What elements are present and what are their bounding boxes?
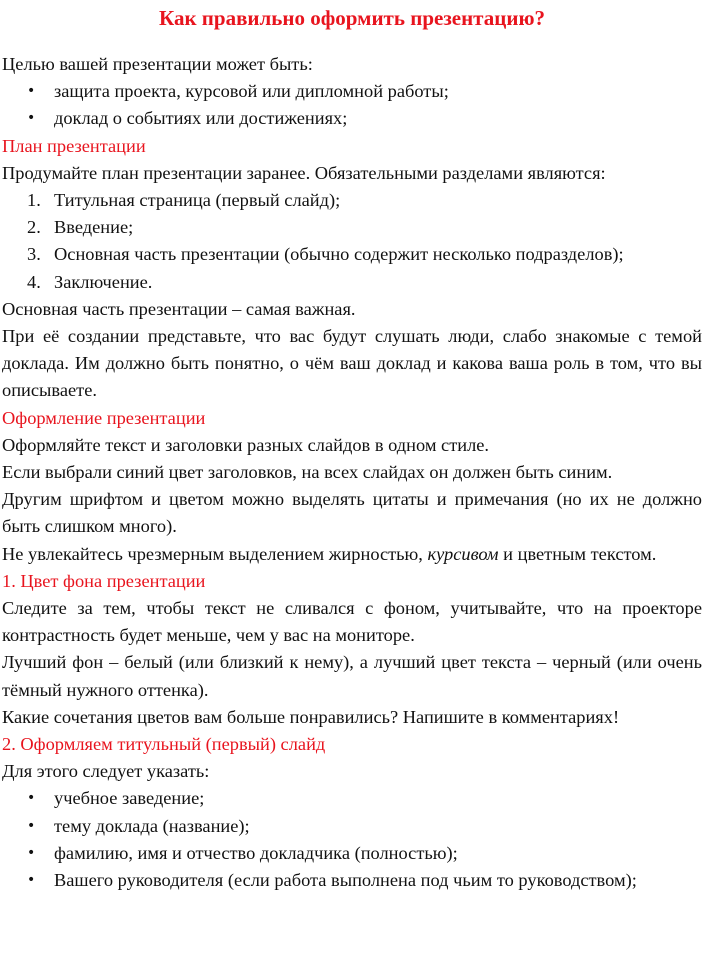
intro-lead: Целью вашей презентации может быть: bbox=[2, 54, 313, 74]
list-number: 3. bbox=[27, 244, 41, 265]
background-paragraph: Какие сочетания цветов вам больше понравились? Напишите в комментариях! bbox=[2, 706, 620, 727]
italic-word: курсивом bbox=[427, 543, 499, 564]
list-item bbox=[2, 241, 702, 268]
title-slide-lead: Для этого следует указать: bbox=[2, 761, 210, 782]
plan-sections-list bbox=[2, 187, 702, 296]
plan-link[interactable]: план презентации bbox=[101, 162, 243, 183]
background-paragraph: Следите за тем, чтобы текст не сливался с фоном, учитывайте, что на проекторе контрастность будет меньше, чем у вас на мониторе. bbox=[2, 598, 702, 646]
design-paragraph: Оформляйте текст и заголовки разных слайдов в одном стиле. bbox=[2, 434, 490, 455]
page-title: Как правильно оформить презентацию? bbox=[159, 6, 545, 30]
list-number: 2. bbox=[27, 217, 41, 238]
list-item bbox=[2, 269, 702, 296]
section-heading-design: Оформление презентации bbox=[2, 407, 206, 428]
list-item: • тему доклада (название); bbox=[2, 813, 702, 840]
design-paragraph: Другим шрифтом и цветом можно выделять цитаты и примечания (но их не должно быть слишком много). bbox=[2, 489, 702, 537]
section-heading-title-slide: 2. Оформляем титульный (первый) слайд bbox=[2, 734, 326, 755]
plan-paragraph: При её создании представьте, что вас будут слушать люди, слабо знакомые с темой доклада. Им должно быть понятно, о чём ваш доклад и какова ваша роль в том, что вы описываете. bbox=[2, 326, 702, 401]
list-item-text: Основная часть презентации (обычно содержит несколько подразделов); bbox=[54, 244, 624, 265]
list-item-text: Заключение. bbox=[54, 271, 153, 292]
list-item: • учебное заведение; bbox=[2, 785, 702, 812]
list-item-text: Введение; bbox=[54, 217, 134, 238]
list-item bbox=[2, 214, 702, 241]
design-text-start: Не увлекайтесь чрезмерным выделением жирностью, bbox=[2, 543, 428, 564]
list-number: 1. bbox=[27, 190, 41, 211]
title-slide-list bbox=[2, 785, 702, 894]
list-item: • Вашего руководителя (если работа выполнена под чьим то руководством); bbox=[2, 867, 702, 894]
design-paragraph: Если выбрали синий цвет заголовков, на всех слайдах он должен быть синим. bbox=[2, 462, 613, 483]
list-item: • защита проекта, курсовой или дипломной работы; bbox=[2, 78, 702, 105]
plan-lead bbox=[2, 160, 702, 187]
plan-lead-start: Продумайте bbox=[2, 162, 102, 183]
design-paragraph bbox=[2, 541, 702, 568]
background-paragraph: Лучший фон – белый (или близкий к нему), а лучший цвет текста – черный (или очень тёмный нужного оттенка). bbox=[2, 652, 702, 700]
list-item: • фамилию, имя и отчество докладчика (полностью); bbox=[2, 840, 702, 867]
list-number: 4. bbox=[27, 271, 41, 292]
design-text-end: и цветным текстом. bbox=[498, 543, 657, 564]
plan-lead-end: заранее. Обязательными разделами являются: bbox=[242, 162, 606, 183]
intro-list bbox=[2, 78, 702, 132]
list-item-text: Титульная страница (первый слайд); bbox=[54, 190, 341, 211]
list-item: • доклад о событиях или достижениях; bbox=[2, 105, 702, 132]
list-item bbox=[2, 187, 702, 214]
title-spacer bbox=[2, 37, 702, 51]
section-heading-plan: План презентации bbox=[2, 135, 146, 156]
section-heading-background: 1. Цвет фона презентации bbox=[2, 570, 206, 591]
plan-paragraph: Основная часть презентации – самая важная. bbox=[2, 298, 356, 319]
